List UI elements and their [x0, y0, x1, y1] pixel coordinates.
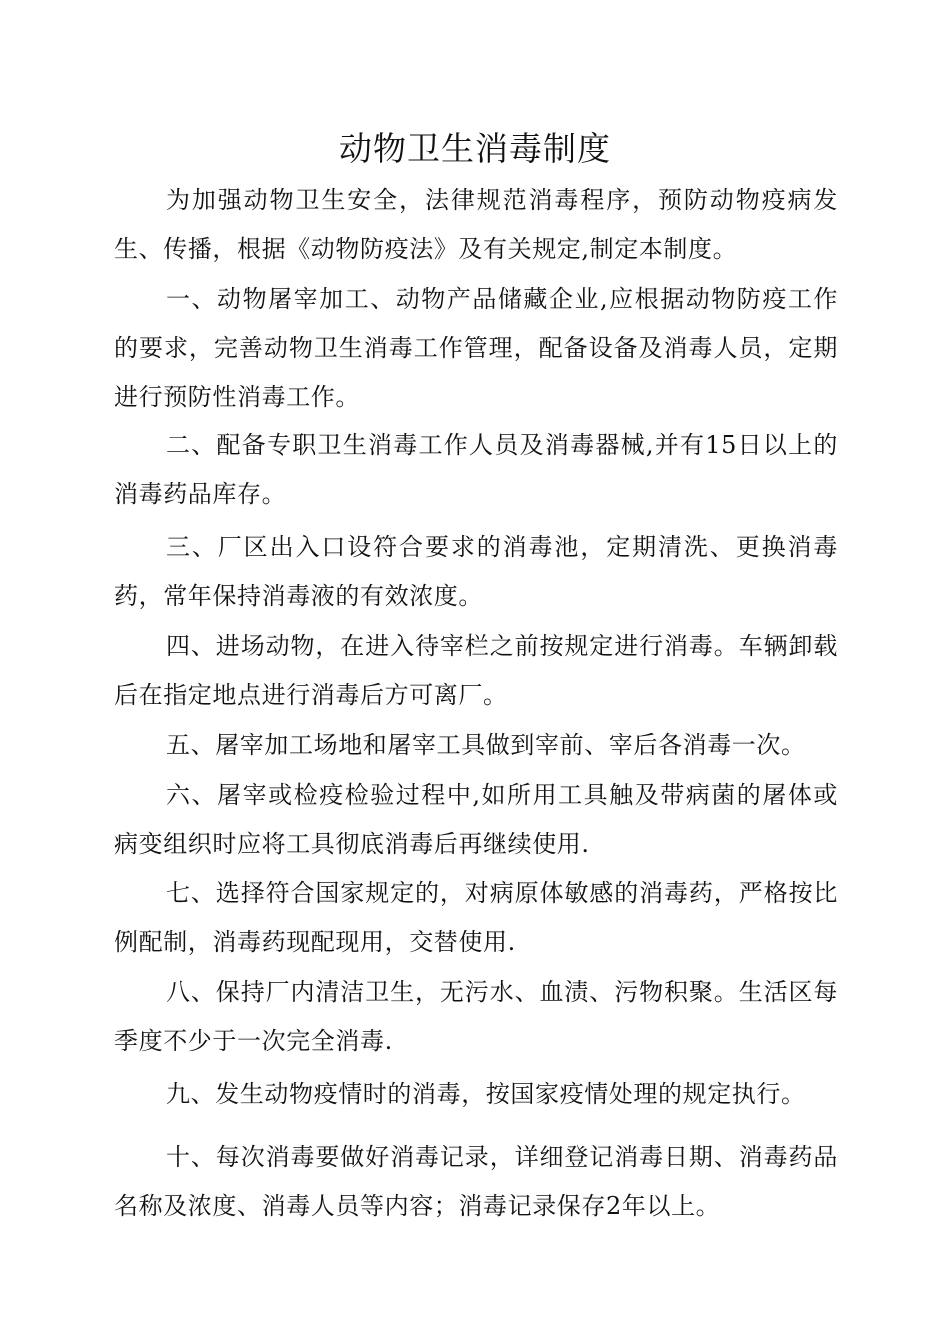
paragraph-item-8: 八、保持厂内清洁卫生，无污水、血渍、污物积聚。生活区每季度不少于一次完全消毒. [114, 978, 838, 1055]
paragraph-item-2: 二、配备专职卫生消毒工作人员及消毒器械,并有15日以上的消毒药品库存。 [114, 431, 838, 508]
paragraph-item-1: 一、动物屠宰加工、动物产品储藏企业,应根据动物防疫工作的要求，完善动物卫生消毒工作管理，配备设备及消毒人员，定期进行预防性消毒工作。 [114, 285, 838, 411]
paragraph-item-7: 七、选择符合国家规定的，对病原体敏感的消毒药，严格按比例配制，消毒药现配现用，交替使用. [114, 879, 838, 956]
paragraph-item-10: 十、每次消毒要做好消毒记录，详细登记消毒日期、消毒药品名称及浓度、消毒人员等内容；消毒记录保存2年以上。 [114, 1143, 838, 1220]
paragraph-item-6: 六、屠宰或检疫检验过程中,如所用工具触及带病菌的屠体或病变组织时应将工具彻底消毒后再继续使用. [114, 781, 838, 858]
paragraph-item-9: 九、发生动物疫情时的消毒，按国家疫情处理的规定执行。 [166, 1080, 806, 1108]
paragraph-item-4: 四、进场动物，在进入待宰栏之前按规定进行消毒。车辆卸载后在指定地点进行消毒后方可离厂。 [114, 632, 838, 709]
paragraph-intro: 为加强动物卫生安全，法律规范消毒程序，预防动物疫病发生、传播，根据《动物防疫法》及有关规定,制定本制度。 [114, 186, 838, 263]
paragraph-item-5: 五、屠宰加工场地和屠宰工具做到宰前、宰后各消毒一次。 [166, 731, 806, 759]
paragraph-item-3: 三、厂区出入口设符合要求的消毒池，定期清洗、更换消毒药，常年保持消毒液的有效浓度。 [114, 533, 838, 610]
document-title: 动物卫生消毒制度 [339, 129, 611, 168]
